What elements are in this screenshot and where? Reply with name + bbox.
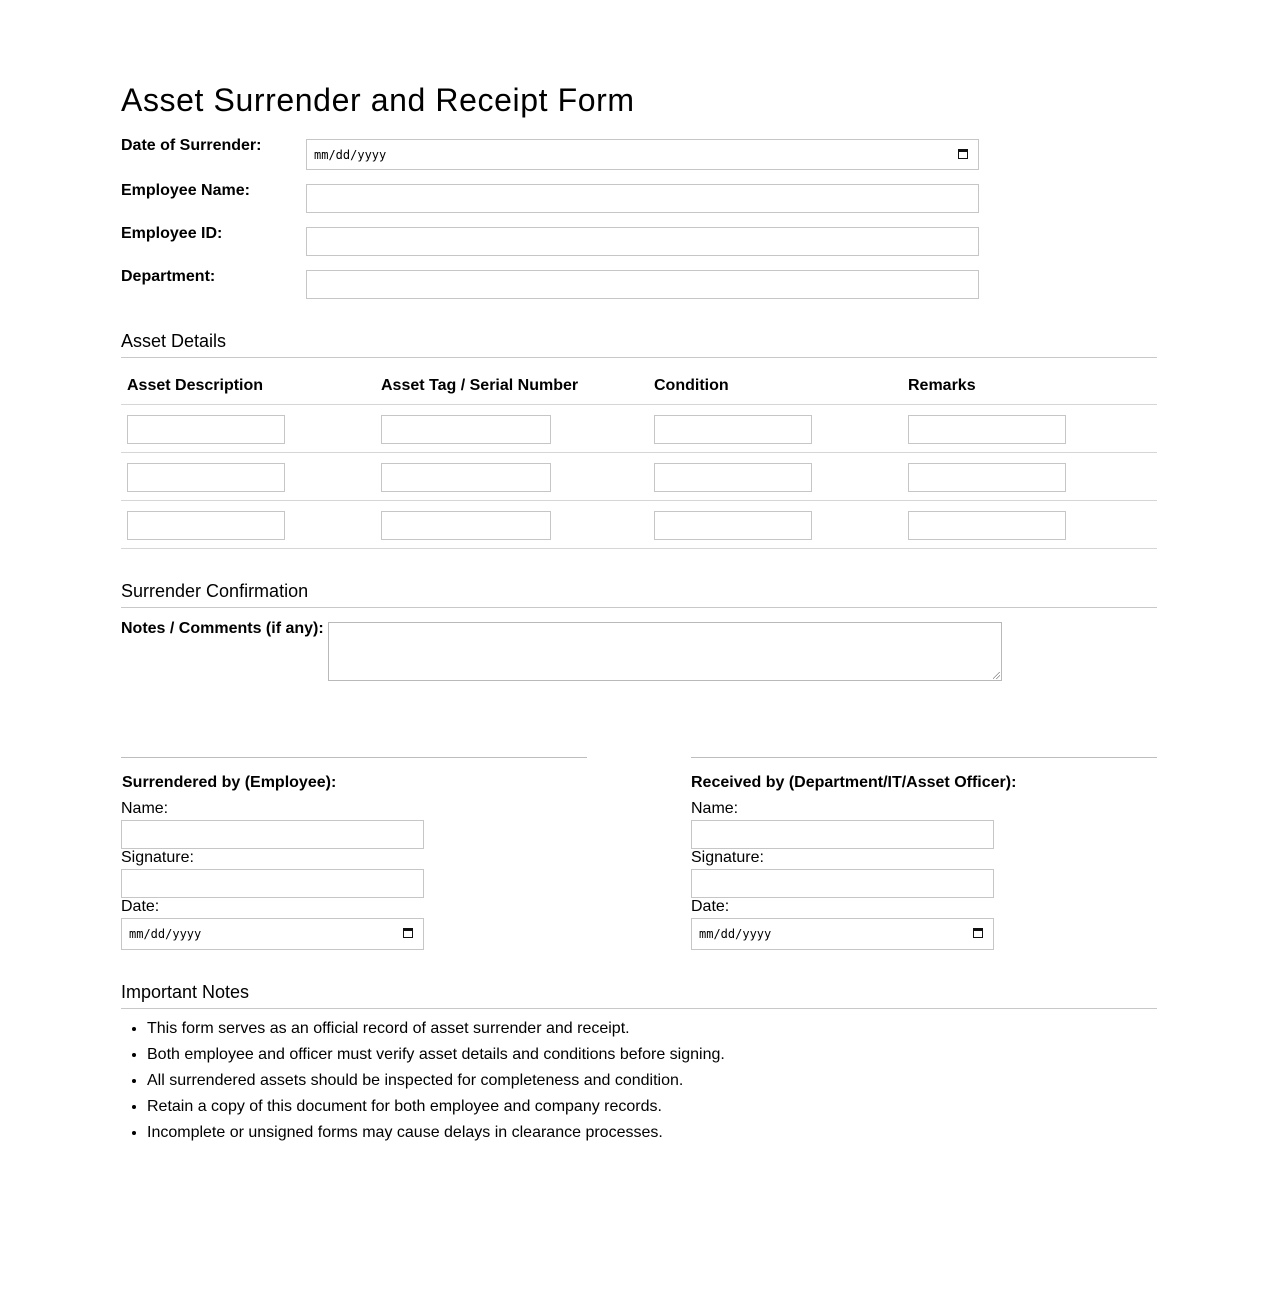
list-item: • Both employee and officer must verify asset details and conditions before signing. (147, 1042, 725, 1068)
important-notes-list (121, 1016, 725, 1146)
calendar-icon[interactable] (973, 928, 983, 938)
asset-tag-input[interactable] (381, 511, 551, 540)
employee-signature-label: Signature: (121, 849, 194, 866)
row-divider (121, 548, 1157, 549)
notes-textarea[interactable] (328, 622, 1002, 681)
date-of-surrender-label: Date of Surrender: (121, 137, 262, 154)
list-item: • All surrendered assets should be inspected for completeness and condition. (147, 1068, 725, 1094)
remarks-input[interactable] (908, 415, 1066, 444)
employee-id-input[interactable] (306, 227, 979, 256)
col-condition: Condition (654, 377, 729, 394)
page-title: Asset Surrender and Receipt Form (121, 82, 635, 118)
asset-tag-input[interactable] (381, 415, 551, 444)
employee-id-label: Employee ID: (121, 225, 223, 242)
date-placeholder: mm/dd/yyyy (699, 927, 772, 941)
employee-name-label: Name: (121, 800, 169, 817)
asset-tag-input[interactable] (381, 463, 551, 492)
employee-name-input[interactable] (306, 184, 979, 213)
list-item: • Retain a copy of this document for both employee and company records. (147, 1094, 725, 1120)
condition-input[interactable] (654, 415, 812, 444)
date-of-surrender-input[interactable] (306, 139, 979, 170)
asset-description-input[interactable] (127, 511, 285, 540)
col-asset-tag: Asset Tag / Serial Number (381, 377, 579, 394)
col-remarks: Remarks (908, 377, 976, 394)
condition-input[interactable] (654, 511, 812, 540)
department-label: Department: (121, 268, 216, 285)
table-header-divider (121, 404, 1157, 405)
calendar-icon[interactable] (403, 928, 413, 938)
col-asset-description: Asset Description (127, 377, 264, 394)
row-divider (121, 452, 1157, 453)
list-item: • Incomplete or unsigned forms may cause delays in clearance processes. (147, 1120, 725, 1146)
employee-signature-input[interactable] (121, 869, 424, 898)
resize-handle-icon[interactable] (993, 672, 1000, 679)
row-divider (121, 500, 1157, 501)
condition-input[interactable] (654, 463, 812, 492)
asset-description-input[interactable] (127, 463, 285, 492)
officer-date-label: Date: (691, 898, 730, 915)
officer-name-label: Name: (691, 800, 739, 817)
asset-description-input[interactable] (127, 415, 285, 444)
officer-date-input[interactable] (691, 918, 994, 950)
department-input[interactable] (306, 270, 979, 299)
officer-name-input[interactable] (691, 820, 994, 849)
important-notes-divider (121, 1008, 1157, 1009)
remarks-input[interactable] (908, 463, 1066, 492)
surrender-confirmation-heading: Surrender Confirmation (121, 581, 309, 601)
received-by-heading: Received by (Department/IT/Asset Officer): (691, 774, 1017, 791)
date-placeholder: mm/dd/yyyy (129, 927, 202, 941)
employee-date-label: Date: (121, 898, 160, 915)
surrendered-by-heading: Surrendered by (Employee): (122, 774, 337, 791)
employee-signature-line (121, 757, 587, 758)
calendar-icon[interactable] (958, 149, 968, 159)
officer-signature-line (691, 757, 1157, 758)
employee-date-input[interactable] (121, 918, 424, 950)
employee-name-label: Employee Name: (121, 182, 250, 199)
date-placeholder: mm/dd/yyyy (314, 148, 387, 162)
remarks-input[interactable] (908, 511, 1066, 540)
notes-label: Notes / Comments (if any): (121, 620, 324, 637)
officer-signature-input[interactable] (691, 869, 994, 898)
confirmation-divider (121, 607, 1157, 608)
employee-sign-name-input[interactable] (121, 820, 424, 849)
list-item: • This form serves as an official record of asset surrender and receipt. (147, 1016, 725, 1042)
asset-details-heading: Asset Details (121, 331, 227, 351)
officer-signature-label: Signature: (691, 849, 764, 866)
important-notes-heading: Important Notes (121, 982, 250, 1002)
asset-details-divider (121, 357, 1157, 358)
